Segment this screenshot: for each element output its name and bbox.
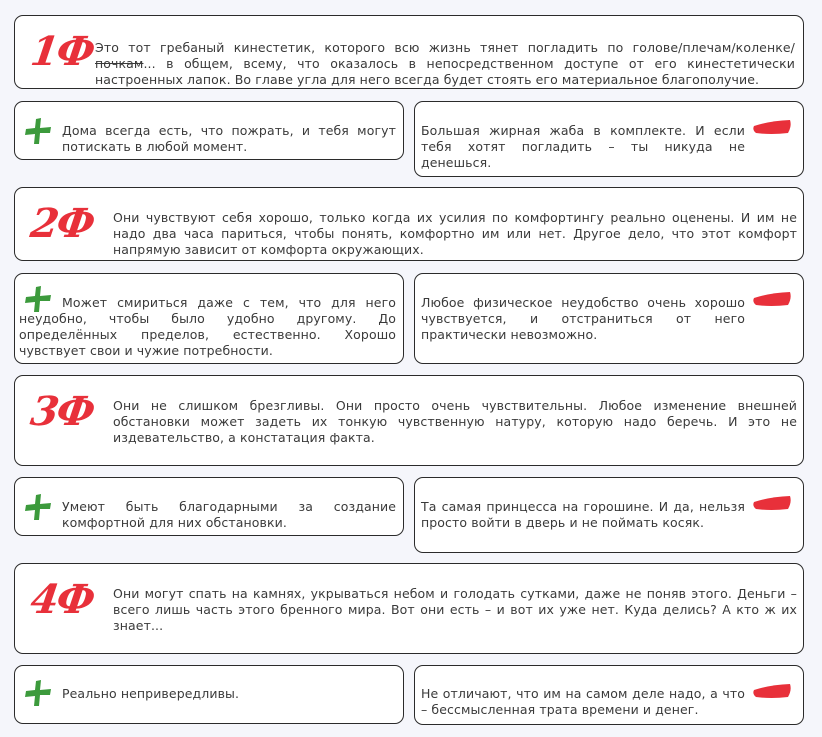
section-1f-plus-text: Дома всегда есть, что пожрать, и тебя могут потискать в любой момент.	[62, 123, 396, 154]
section-4f-badge: 4Ф	[27, 576, 97, 623]
section-2f-badge: 2Ф	[27, 200, 97, 247]
section-1f-badge: 1Ф	[27, 28, 97, 75]
section-1f-desc-prefix: Это тот гребаный кинестетик, которого всю жизнь тянет погладить по голове/плечам/коленке/	[95, 40, 795, 55]
section-4f-plus-card	[14, 665, 404, 724]
plus-icon	[23, 492, 53, 522]
section-3f-minus-text: Та самая принцесса на горошине. И да, нельзя просто войти в дверь и не поймать косяк.	[421, 499, 745, 530]
minus-icon	[751, 118, 793, 138]
minus-icon	[751, 682, 793, 702]
section-1f-minus-card	[414, 101, 804, 177]
section-3f-plus-card	[14, 477, 404, 536]
section-3f-minus-card	[414, 477, 804, 553]
plus-icon	[23, 116, 53, 146]
section-2f-minus-text: Любое физическое неудобство очень хорошо чувствуется, и отстраниться от него практически невозможно.	[421, 295, 745, 342]
section-4f-minus-text: Не отличают, что им на самом деле надо, а что – бессмысленная трата времени и денег.	[421, 686, 745, 717]
section-4f-description: Они могут спать на камнях, укрываться небом и голодать сутками, даже не поняв этого. Деньги – всего лишь часть этого бренного мира. Вот они есть – и вот их уже нет. Куда делись? А кто ж их знает...	[113, 586, 797, 633]
section-2f-plus-text: Может смириться даже с тем, что для него неудобно, чтобы было удобно другому. До определённых пределов, естественно. Хорошо чувствует свои и чужие потребности.	[19, 295, 396, 358]
section-3f-description: Они не слишком брезгливы. Они просто очень чувствительны. Любое изменение внешней обстановки может задеть их тонкую чувственную натуру, которую надо беречь. И это не издевательство, а констатация факта.	[113, 398, 797, 445]
section-1f-plus-card	[14, 101, 404, 160]
section-2f-minus-card	[414, 273, 804, 364]
section-2f-card	[14, 187, 804, 261]
minus-icon	[751, 290, 793, 310]
section-4f-plus-text: Реально непривередливы.	[62, 686, 240, 701]
section-1f-description	[95, 40, 795, 88]
section-2f-plus-card	[14, 273, 404, 364]
section-1f-card	[14, 15, 804, 89]
section-3f-plus-text: Умеют быть благодарными за создание комфортной для них обстановки.	[62, 499, 396, 530]
minus-icon	[751, 494, 793, 514]
section-4f-minus-card	[414, 665, 804, 725]
section-3f-card	[14, 375, 804, 466]
section-1f-desc-suffix: ... в общем, всему, что оказалось в непосредственном доступе от его кинестетически настроенных лапок. Во главе угла для него всегда будет стоять его материальное благополучие.	[95, 56, 795, 87]
section-3f-badge: 3Ф	[27, 388, 97, 435]
section-2f-description: Они чувствуют себя хорошо, только когда их усилия по комфортингу реально оценены. И им не надо два часа париться, чтобы понять, комфортно им или нет. Другое дело, что этот комфорт напрямую зависит от комфорта окружающих.	[113, 210, 797, 257]
plus-icon	[23, 678, 53, 708]
section-1f-minus-text: Большая жирная жаба в комплекте. И если тебя хотят погладить – ты никуда не денешься.	[421, 123, 745, 170]
section-1f-desc-strike: почкам	[95, 56, 144, 71]
section-4f-card	[14, 563, 804, 654]
